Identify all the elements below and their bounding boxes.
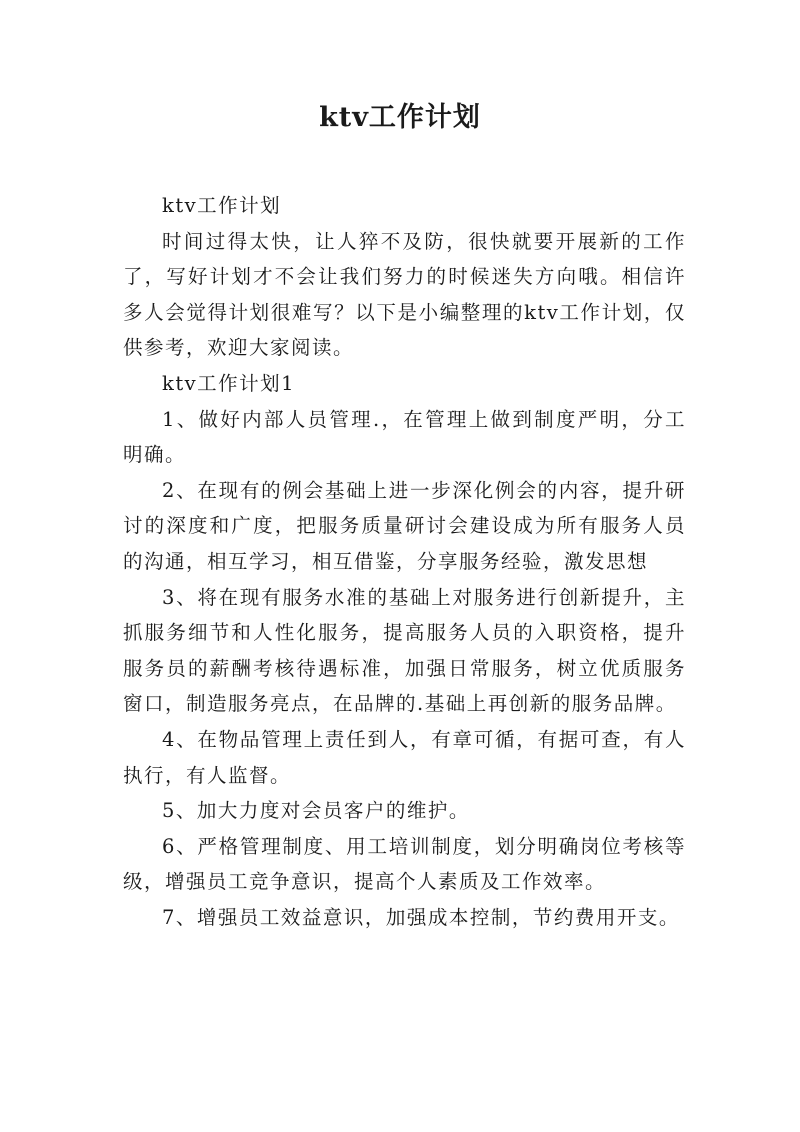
list-item-2: 2、在现有的例会基础上进一步深化例会的内容，提升研讨的深度和广度，把服务质量研讨会建设成为所有服务人员的沟通，相互学习，相互借鉴，分享服务经验，激发思想	[123, 478, 686, 573]
document-title: ktv工作计划	[319, 102, 481, 133]
list-item-7: 7、增强员工效益意识，加强成本控制，节约费用开支。	[162, 905, 680, 929]
section-heading: ktv工作计划1	[162, 371, 296, 395]
subtitle-paragraph: ktv工作计划	[162, 194, 282, 217]
intro-paragraph: 时间过得太快，让人猝不及防，很快就要开展新的工作了，写好计划才不会让我们努力的时候迷失方向哦。相信许多人会觉得计划很难写？以下是小编整理的ktv工作计划，仅供参考，欢迎大家阅读。	[123, 229, 686, 360]
list-item-5: 5、加大力度对会员客户的维护。	[162, 799, 470, 823]
list-item-6: 6、严格管理制度、用工培训制度，划分明确岗位考核等级，增强员工竞争意识，提高个人素质及工作效率。	[123, 834, 686, 894]
list-item-4: 4、在物品管理上责任到人，有章可循，有据可查，有人执行，有人监督。	[123, 727, 686, 787]
list-item-1: 1、做好内部人员管理.，在管理上做到制度严明，分工明确。	[123, 407, 686, 467]
document-body	[123, 188, 686, 935]
list-item-3: 3、将在现有服务水准的基础上对服务进行创新提升，主抓服务细节和人性化服务，提高服务人员的入职资格，提升服务员的薪酬考核待遇标准，加强日常服务，树立优质服务窗口，制造服务亮点，在品牌的.基础上再创新的服务品牌。	[123, 585, 686, 716]
